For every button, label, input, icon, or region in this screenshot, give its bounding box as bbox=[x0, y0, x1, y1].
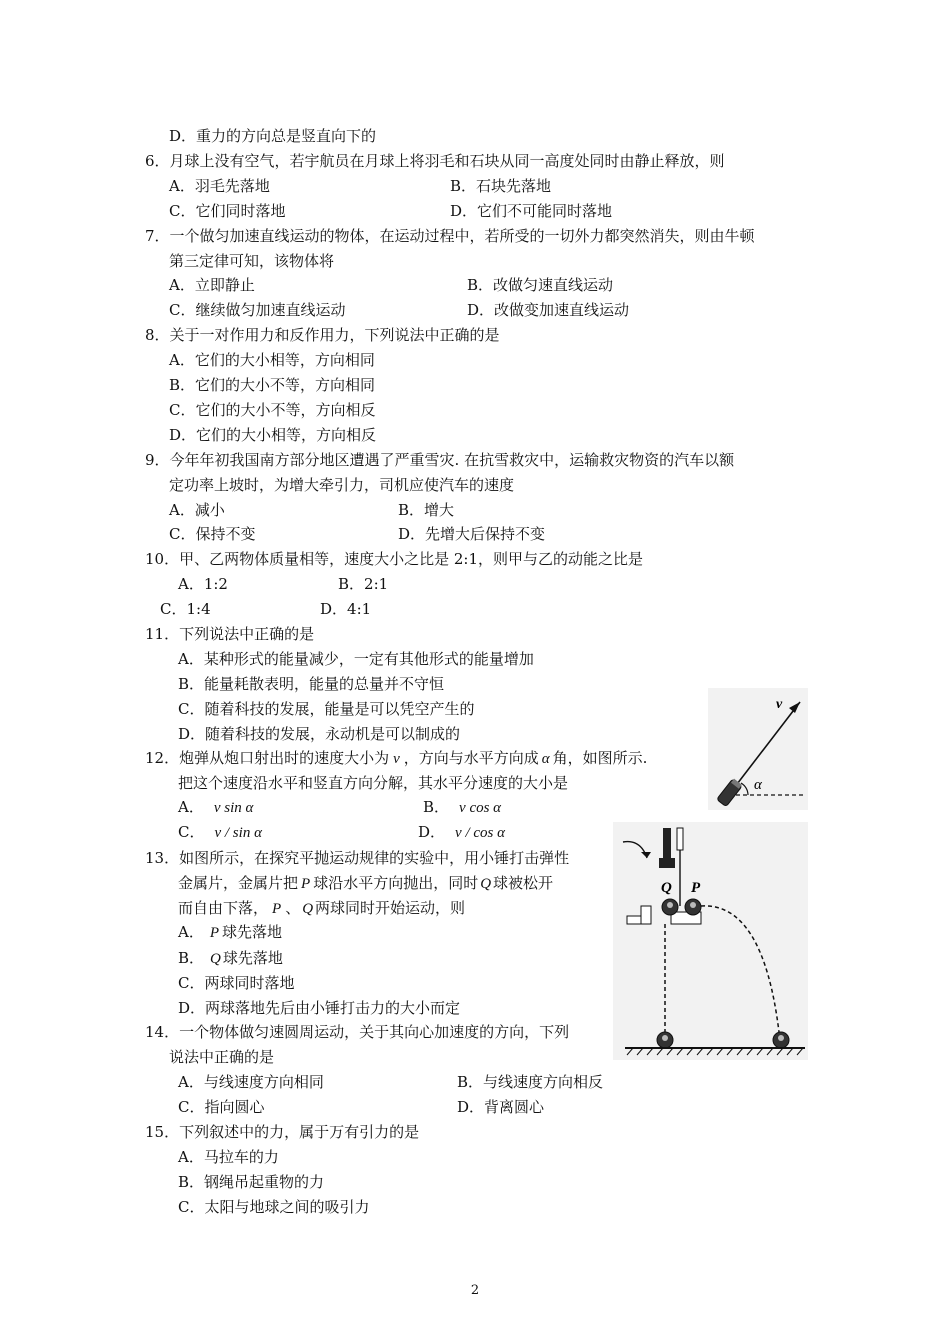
q13-stem2-a: 金属片，金属片把 bbox=[178, 874, 299, 892]
q12-cannon-figure bbox=[708, 688, 808, 810]
q12-option-d bbox=[418, 822, 505, 843]
q10-option-b: B．2:1 bbox=[338, 575, 389, 593]
q9-option-d: D．先增大后保持不变 bbox=[398, 525, 546, 543]
q12-option-b bbox=[423, 797, 501, 818]
q10-stem: 10．甲、乙两物体质量相等，速度大小之比是 2:1，则甲与乙的动能之比是 bbox=[145, 550, 643, 568]
q12-b-expr: v cos α bbox=[459, 800, 502, 816]
elastic-metal-strip bbox=[677, 828, 683, 850]
q13-stem-line2 bbox=[178, 873, 553, 894]
q13-b-label: B． bbox=[178, 949, 205, 967]
var-v: v bbox=[393, 751, 400, 767]
q6-option-b: B．石块先落地 bbox=[450, 177, 552, 195]
var-p-2: P bbox=[272, 901, 282, 917]
q11-option-c: C．随着科技的发展，能量是可以凭空产生的 bbox=[178, 700, 475, 718]
q15-option-c: C．太阳与地球之间的吸引力 bbox=[178, 1198, 370, 1216]
figure-p-label: P bbox=[691, 880, 701, 896]
ball-q-landed-highlight bbox=[662, 1035, 668, 1041]
q14-option-d: D．背离圆心 bbox=[457, 1098, 545, 1116]
q10-option-a: A．1:2 bbox=[178, 575, 228, 593]
q10-option-c: C．1:4 bbox=[160, 600, 211, 618]
figure-q-label: Q bbox=[661, 880, 672, 896]
q8-option-b: B．它们的大小不等，方向相同 bbox=[169, 376, 376, 394]
q9-stem-line1: 9．今年年初我国南方部分地区遭遇了严重雪灾. 在抗雪救灾中，运输救灾物资的汽车以额 bbox=[145, 451, 735, 469]
figure-v-label: v bbox=[776, 697, 783, 712]
q5-option-d: D．重力的方向总是竖直向下的 bbox=[169, 127, 377, 145]
q12-option-c bbox=[178, 822, 262, 843]
q12-c-expr: v / sin α bbox=[214, 825, 262, 841]
q11-option-a: A．某种形式的能量减少，一定有其他形式的能量增加 bbox=[178, 650, 534, 668]
q6-option-c: C．它们同时落地 bbox=[169, 202, 286, 220]
var-q-2: Q bbox=[302, 901, 314, 917]
q7-option-c: C．继续做匀加速直线运动 bbox=[169, 301, 346, 319]
q9-option-c: C．保持不变 bbox=[169, 525, 256, 543]
q11-stem: 11．下列说法中正确的是 bbox=[145, 625, 315, 643]
q12-d-label: D． bbox=[418, 823, 446, 841]
q12-a-label: A． bbox=[178, 798, 204, 816]
stand-upright bbox=[641, 906, 651, 924]
q13-apparatus-figure bbox=[613, 822, 808, 1060]
q7-option-b: B．改做匀速直线运动 bbox=[467, 276, 614, 294]
q9-option-b: B．增大 bbox=[398, 501, 455, 519]
q6-stem: 6．月球上没有空气，若宇航员在月球上将羽毛和石块从同一高度处同时由静止释放，则 bbox=[145, 152, 725, 170]
var-p: P bbox=[301, 876, 311, 892]
q6-option-d: D．它们不可能同时落地 bbox=[450, 202, 613, 220]
q12-option-a bbox=[178, 797, 253, 818]
q7-option-a: A．立即静止 bbox=[169, 276, 255, 294]
q6-option-a: A．羽毛先落地 bbox=[169, 177, 270, 195]
ball-p-landed-highlight bbox=[778, 1035, 784, 1041]
q13-b-text: 球先落地 bbox=[222, 949, 283, 967]
q11-option-d: D．随着科技的发展，永动机是可以制成的 bbox=[178, 725, 461, 743]
q13-option-c: C．两球同时落地 bbox=[178, 974, 295, 992]
q13-a-var: P bbox=[209, 925, 220, 941]
figure-alpha-label: α bbox=[754, 777, 762, 793]
q12-d-expr: v / cos α bbox=[455, 825, 505, 841]
q14-stem-line1: 14．一个物体做匀速圆周运动，关于其向心加速度的方向，下列 bbox=[145, 1023, 570, 1041]
q13-option-d: D．两球落地先后由小锤打击力的大小而定 bbox=[178, 999, 461, 1017]
q12-c-label: C． bbox=[178, 823, 205, 841]
q12-b-label: B． bbox=[423, 798, 450, 816]
q9-option-a: A．减小 bbox=[169, 501, 225, 519]
q13-stem-line3 bbox=[178, 898, 465, 919]
q8-stem: 8．关于一对作用力和反作用力，下列说法中正确的是 bbox=[145, 326, 500, 344]
q12-stem-line2: 把这个速度沿水平和竖直方向分解，其水平分速度的大小是 bbox=[178, 774, 569, 792]
q12-stem-pre: 12．炮弹从炮口射出时的速度大小为 bbox=[145, 749, 390, 767]
hammer-head bbox=[659, 858, 675, 868]
q14-option-b: B．与线速度方向相反 bbox=[457, 1073, 604, 1091]
q13-b-var: Q bbox=[210, 951, 221, 967]
q9-stem-line2: 定功率上坡时，为增大牵引力，司机应使汽车的速度 bbox=[169, 476, 515, 494]
q12-stem-mid: ，方向与水平方向成 bbox=[403, 749, 539, 767]
q13-stem3-a: 而自由下落， bbox=[178, 899, 269, 917]
q13-option-b bbox=[178, 948, 283, 969]
q14-stem-line2: 说法中正确的是 bbox=[169, 1048, 275, 1066]
q13-stem2-c: 球被松开 bbox=[493, 874, 554, 892]
q12-a-expr: v sin α bbox=[213, 800, 254, 816]
hammer-handle bbox=[663, 828, 671, 862]
q7-option-d: D．改做变加速直线运动 bbox=[467, 301, 630, 319]
q14-option-c: C．指向圆心 bbox=[178, 1098, 265, 1116]
q7-stem-line2: 第三定律可知，该物体将 bbox=[169, 252, 335, 270]
q11-option-b: B．能量耗散表明，能量的总量并不守恒 bbox=[178, 675, 445, 693]
var-alpha: α bbox=[541, 751, 550, 767]
q13-a-text: 球先落地 bbox=[222, 923, 283, 941]
q15-stem: 15．下列叙述中的力，属于万有引力的是 bbox=[145, 1123, 420, 1141]
page-number: 2 bbox=[470, 1283, 480, 1298]
q13-stem3-b: 、 bbox=[285, 899, 301, 917]
var-q: Q bbox=[480, 876, 492, 892]
q13-option-a bbox=[178, 922, 282, 943]
q12-stem-line1 bbox=[145, 748, 647, 769]
q10-option-d: D．4:1 bbox=[320, 600, 372, 618]
q13-stem3-c: 两球同时开始运动，则 bbox=[315, 899, 466, 917]
q13-stem-line1: 13．如图所示，在探究平抛运动规律的实验中，用小锤打击弹性 bbox=[145, 849, 570, 867]
ball-q-start-highlight bbox=[667, 902, 673, 908]
q14-option-a: A．与线速度方向相同 bbox=[178, 1073, 324, 1091]
q13-a-label: A． bbox=[178, 923, 204, 941]
q8-option-d: D．它们的大小相等，方向相反 bbox=[169, 426, 377, 444]
q7-stem-line1: 7．一个做匀加速直线运动的物体，在运动过程中，若所受的一切外力都突然消失，则由牛顿 bbox=[145, 227, 755, 245]
q8-option-a: A．它们的大小相等，方向相同 bbox=[169, 351, 375, 369]
q15-option-a: A．马拉车的力 bbox=[178, 1148, 279, 1166]
q8-option-c: C．它们的大小不等，方向相反 bbox=[169, 401, 376, 419]
q15-option-b: B．钢绳吊起重物的力 bbox=[178, 1173, 325, 1191]
q12-stem-post: 角，如图所示. bbox=[552, 749, 648, 767]
q13-stem2-b: 球沿水平方向抛出，同时 bbox=[313, 874, 479, 892]
ball-p-start-highlight bbox=[690, 902, 696, 908]
figure-background bbox=[613, 822, 808, 1060]
